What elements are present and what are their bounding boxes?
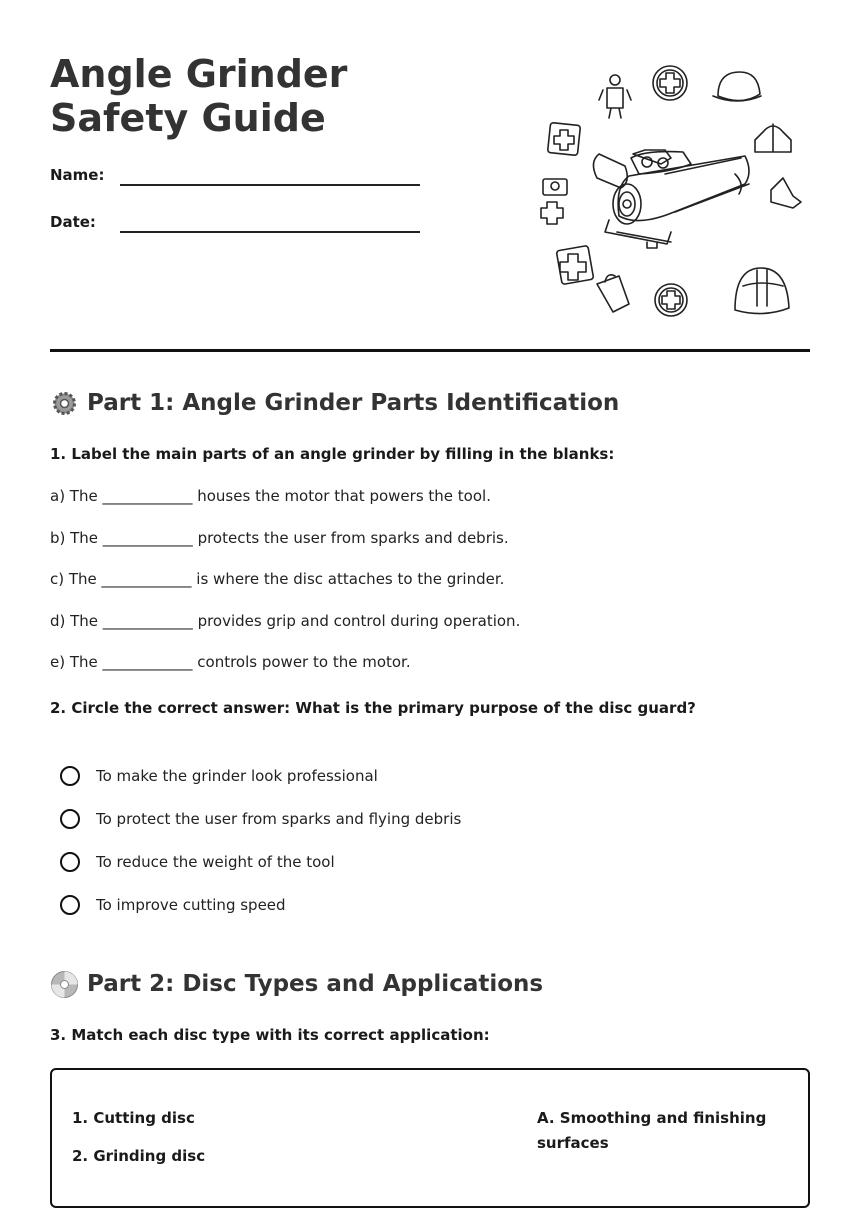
date-field <box>50 212 420 242</box>
answer-option[interactable] <box>60 806 461 832</box>
bag-icon <box>597 275 629 312</box>
date-input-line[interactable] <box>120 231 420 233</box>
first-aid-icon <box>653 66 687 100</box>
disc-icon <box>50 970 79 999</box>
application-item: A. Smoothing and finishing surfaces <box>537 1109 767 1152</box>
fill-blank-c[interactable]: c) The ____________ is where the disc attaches to the grinder. <box>50 570 505 588</box>
answer-option[interactable] <box>60 849 335 875</box>
disc-type-item: 1. Cutting disc <box>72 1109 195 1127</box>
answer-option-label: To improve cutting speed <box>96 896 286 914</box>
puzzle-icon <box>541 202 563 224</box>
answer-option[interactable] <box>60 763 378 789</box>
part1-heading: Part 1: Angle Grinder Parts Identification <box>50 386 619 420</box>
part2-heading: Part 2: Disc Types and Applications <box>50 967 543 1001</box>
name-input-line[interactable] <box>120 184 420 186</box>
date-label: Date: <box>50 213 96 231</box>
question-3: 3. Match each disc type with its correct application: <box>50 1026 490 1044</box>
fill-blank-b[interactable]: b) The ____________ protects the user from sparks and debris. <box>50 529 509 547</box>
answer-option[interactable] <box>60 892 286 918</box>
radio-circle-icon[interactable] <box>60 766 80 786</box>
first-aid-kit-icon <box>556 245 593 284</box>
camera-icon <box>543 179 567 195</box>
question-2: 2. Circle the correct answer: What is the primary purpose of the disc guard? <box>50 699 696 717</box>
fill-blank-a[interactable]: a) The ____________ houses the motor that powers the tool. <box>50 487 491 505</box>
angle-grinder-icon <box>593 150 749 248</box>
hard-hat-icon <box>713 72 761 101</box>
name-label: Name: <box>50 166 105 184</box>
disc-type-item: 2. Grinding disc <box>72 1147 206 1165</box>
gear-icon <box>50 389 79 418</box>
answer-option-label: To make the grinder look professional <box>96 767 378 785</box>
header-divider <box>50 349 810 352</box>
safety-gear-illustration <box>535 62 815 327</box>
page-title: Angle Grinder Safety Guide <box>50 52 348 140</box>
radio-circle-icon[interactable] <box>60 852 80 872</box>
name-field <box>50 165 420 195</box>
answer-option-label: To reduce the weight of the tool <box>96 853 335 871</box>
question-1: 1. Label the main parts of an angle grinder by filling in the blanks: <box>50 445 615 463</box>
jacket-icon <box>755 124 791 152</box>
radio-circle-icon[interactable] <box>60 809 80 829</box>
hard-hat-icon <box>735 268 789 314</box>
fill-blank-e[interactable]: e) The ____________ controls power to the motor. <box>50 653 411 671</box>
fill-blank-d[interactable]: d) The ____________ provides grip and control during operation. <box>50 612 521 630</box>
first-aid-kit-icon <box>548 123 581 156</box>
first-aid-icon <box>655 284 687 316</box>
answer-option-label: To protect the user from sparks and flying debris <box>96 810 462 828</box>
figure-icon <box>599 75 631 118</box>
ear-defender-icon <box>771 178 801 208</box>
matching-box <box>50 1068 810 1208</box>
radio-circle-icon[interactable] <box>60 895 80 915</box>
